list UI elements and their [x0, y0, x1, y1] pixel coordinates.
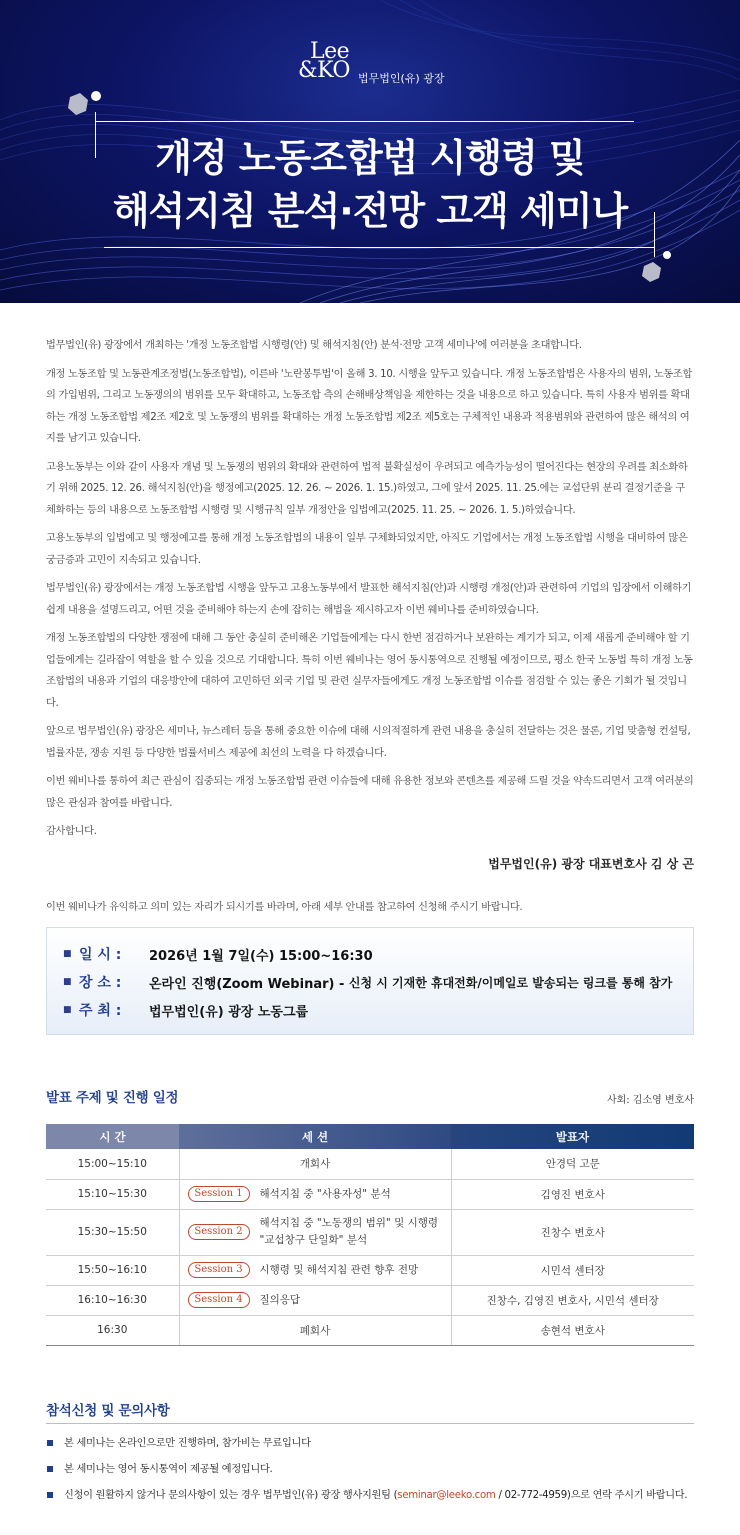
- session-cell: [179, 1209, 451, 1255]
- table-row: [46, 1315, 694, 1345]
- host-value: 법무법인(유) 광장 노동그룹: [149, 1004, 309, 1020]
- session-title: 폐회사: [179, 1315, 451, 1345]
- schedule-heading: 발표 주제 및 진행 일정: [46, 1090, 179, 1106]
- event-date-row: [63, 940, 677, 968]
- time-cell: 15:10~15:30: [46, 1179, 179, 1209]
- contact-text: 신청이 원활하지 않거나 문의사항이 있는 경우 법무법인(유) 광장 행사지원팀 (: [64, 1490, 398, 1501]
- session-title: 시행령 및 해석지침 관련 향후 전망: [259, 1263, 419, 1276]
- list-item: [46, 1433, 694, 1454]
- column-header-session: 세 션: [179, 1124, 451, 1149]
- session-badge: Session 1: [188, 1186, 250, 1202]
- registration-notes: [46, 1433, 694, 1511]
- schedule-table: [46, 1124, 694, 1346]
- intro-paragraph: 감사합니다.: [46, 826, 97, 837]
- place-note: 신청 시 기재한 휴대전화/이메일로 발송되는 링크를 통해 참가: [348, 975, 673, 990]
- moderator: 사회: 김소영 변호사: [606, 1095, 694, 1106]
- time-cell: 16:30: [46, 1315, 179, 1345]
- event-host-row: [63, 996, 677, 1024]
- lee-ko-logo: Lee &KO 법무법인(유) 광장: [298, 39, 445, 85]
- session-cell: [179, 1179, 451, 1209]
- intro-paragraph: 개정 노동조합법의 다양한 쟁점에 대해 그 동안 충실히 준비해온 기업들에게는 다시 한번 점검하거나 보완하는 계기가 되고, 이제 새롭게 준비해야 할 기업들에게는 길라잡이 역할을 할 수 있을 것으로 기대합니다. 특히 이번 웨비나는 영어 동시통역으로 진행될 예정이므로, 평소 한국 노동법 특히 개정 노동조합법의 내용과 기업의 대응방안에 대하여 고민하던 외국 기업 및 관련 실무자들에게도 개정 노동조합법 이슈를 점검할 수 있는 좋은 기회가 될 것입니다.: [46, 633, 693, 709]
- firm-name: 법무법인(유) 광장: [358, 72, 445, 85]
- intro-paragraph: 개정 노동조합 및 노동관계조정법(노동조합법), 이른바 '노란봉투법'이 올해 3. 10. 시행을 앞두고 있습니다. 개정 노동조합법은 사용자의 범위, 노동조합의 가입범위, 그리고 노동쟁의의 범위를 모두 확대하고, 노동조합 측의 손해배상책임을 제한하는 것을 내용으로 하고 있습니다. 특히 사용자 범위를 확대하는 개정 노동조합법 제2조 제2호 및 노동쟁의 범위를 확대하는 개정 노동조합법 제2조 제5호는 구체적인 내용과 적용범위와 관련하여 많은 해석의 여지를 남기고 있습니다.: [46, 368, 692, 444]
- intro-paragraph: 법무법인(유) 광장에서는 개정 노동조합법 시행을 앞두고 고용노동부에서 발표한 해석지침(안)과 시행령 개정(안)과 관련하여 기업의 입장에서 이해하기 쉽게 내용을 설명드리고, 어떤 것을 준비해야 하는지 손에 잡히는 해법을 제시하고자 이번 웨비나를 준비하였습니다.: [46, 583, 692, 616]
- note-text: 본 세미나는 온라인으로만 진행하며, 참가비는 무료입니다: [64, 1438, 311, 1449]
- speaker-cell: 진창수 변호사: [451, 1209, 694, 1255]
- speaker-cell: 시민석 센터장: [451, 1255, 694, 1285]
- intro-paragraph: 이번 웨비나를 통하여 최근 관심이 집중되는 개정 노동조합법 관련 이슈들에 대해 유용한 정보와 콘텐츠를 제공해 드릴 것을 약속드리면서 고객 여러분의 많은 관심과 참여를 바랍니다.: [46, 776, 694, 809]
- session-title: 해석지침 중 "사용자성" 분석: [259, 1187, 391, 1200]
- intro-paragraph: 앞으로 법무법인(유) 광장은 세미나, 뉴스레터 등을 통해 중요한 이슈에 대해 시의적절하게 관련 내용을 충실히 전달하는 것은 물론, 기업 맞춤형 컨설팅, 법률자문, 쟁송 지원 등 다양한 법률서비스 제공에 최선의 노력을 다 하겠습니다.: [46, 726, 691, 759]
- session-badge: Session 3: [188, 1262, 250, 1278]
- list-item: [46, 1459, 694, 1480]
- host-label: 주 최 :: [79, 1003, 122, 1019]
- time-cell: 15:30~15:50: [46, 1209, 179, 1255]
- registration-heading: 참석신청 및 문의사항: [46, 1403, 170, 1419]
- session-title: 개회사: [179, 1149, 451, 1179]
- table-row: [46, 1255, 694, 1285]
- table-row: [46, 1149, 694, 1179]
- intro-paragraph: 고용노동부의 입법예고 및 행정예고를 통해 개정 노동조합법의 내용이 일부 구체화되었지만, 아직도 기업에서는 개정 노동조합법 시행을 대비하여 많은 궁금증과 고민이 지속되고 있습니다.: [46, 533, 688, 566]
- table-row: [46, 1285, 694, 1315]
- session-cell: [179, 1285, 451, 1315]
- intro-paragraph: 법무법인(유) 광장에서 개최하는 '개정 노동조합법 시행령(안) 및 해석지침(안) 분석·전망 고객 세미나'에 여러분을 초대합니다.: [46, 340, 582, 351]
- page-title-line2: 해석지침 분석·전망 고객 세미나: [112, 189, 628, 233]
- place-value: 온라인 진행(Zoom Webinar) -: [149, 976, 349, 992]
- session-cell: [179, 1255, 451, 1285]
- column-header-speaker: 발표자: [451, 1124, 694, 1149]
- square-bullet-icon: ■: [63, 977, 72, 987]
- contact-text-suffix: / 02-772-4959)으로 연락 주시기 바랍니다.: [495, 1490, 688, 1501]
- column-header-time: 시 간: [46, 1124, 179, 1149]
- page-title-line1: 개정 노동조합법 시행령 및: [155, 136, 585, 180]
- signature: 법무법인(유) 광장 대표변호사 김 상 곤: [488, 857, 694, 871]
- note-text: 본 세미나는 영어 동시통역이 제공될 예정입니다.: [64, 1464, 273, 1475]
- table-row: [46, 1179, 694, 1209]
- list-item: [46, 1485, 694, 1506]
- square-bullet-icon: ■: [63, 949, 72, 959]
- place-label: 장 소 :: [79, 975, 122, 991]
- event-info-box: [46, 927, 694, 1035]
- square-bullet-icon: ■: [63, 1005, 72, 1015]
- divider-line: [104, 247, 655, 248]
- date-value: 2026년 1월 7일(수) 15:00~16:30: [149, 948, 373, 964]
- square-bullet-icon: [47, 1492, 53, 1498]
- divider-line: [95, 121, 634, 122]
- date-label: 일 시 :: [79, 947, 122, 963]
- square-bullet-icon: [47, 1466, 53, 1472]
- session-title-line2: "교섭창구 단일화" 분석: [259, 1234, 368, 1246]
- contact-email-link[interactable]: seminar@leeko.com: [397, 1490, 496, 1501]
- session-badge: Session 4: [188, 1292, 250, 1308]
- speaker-cell: 김영진 변호사: [451, 1179, 694, 1209]
- session-title: 해석지침 중 "노동쟁의 범위" 및 시행령: [259, 1217, 438, 1229]
- time-cell: 15:00~15:10: [46, 1149, 179, 1179]
- time-cell: 16:10~16:30: [46, 1285, 179, 1315]
- square-bullet-icon: [47, 1440, 53, 1446]
- hero-banner: [0, 0, 740, 303]
- speaker-cell: 송현석 변호사: [451, 1315, 694, 1345]
- intro-paragraph: 고용노동부는 이와 같이 사용자 개념 및 노동쟁의 범위의 확대와 관련하여 법적 불확실성이 우려되고 예측가능성이 떨어진다는 현장의 우려를 최소화하기 위해 2025. 12. 26. 해석지침(안)을 행정예고(2025. 12. 26. ~ 2026. 1. 15.)하였고, 그에 앞서 2025. 11. 25.에는 교섭단위 분리 결정기준을 구체화하는 등의 내용으로 노동조합법 시행령 및 시행규칙 일부 개정안을 입법예고(2025. 11. 25. ~ 2026. 1. 5.)하였습니다.: [46, 461, 688, 516]
- speaker-cell: 진창수, 김영진 변호사, 시민석 센터장: [451, 1285, 694, 1315]
- speaker-cell: 안경덕 고문: [451, 1149, 694, 1179]
- table-row: [46, 1209, 694, 1255]
- event-place-row: [63, 968, 677, 996]
- session-badge: Session 2: [188, 1224, 250, 1240]
- section-divider: [46, 1423, 694, 1424]
- table-header-row: [46, 1124, 694, 1149]
- intro-letter: [46, 335, 694, 850]
- session-title: 질의응답: [259, 1293, 301, 1306]
- invitation-text: 이번 웨비나가 유익하고 의미 있는 자리가 되시기를 바라며, 아래 세부 안내를 참고하여 신청해 주시기 바랍니다.: [46, 902, 523, 913]
- hexagon-decoration: [68, 93, 88, 115]
- time-cell: 15:50~16:10: [46, 1255, 179, 1285]
